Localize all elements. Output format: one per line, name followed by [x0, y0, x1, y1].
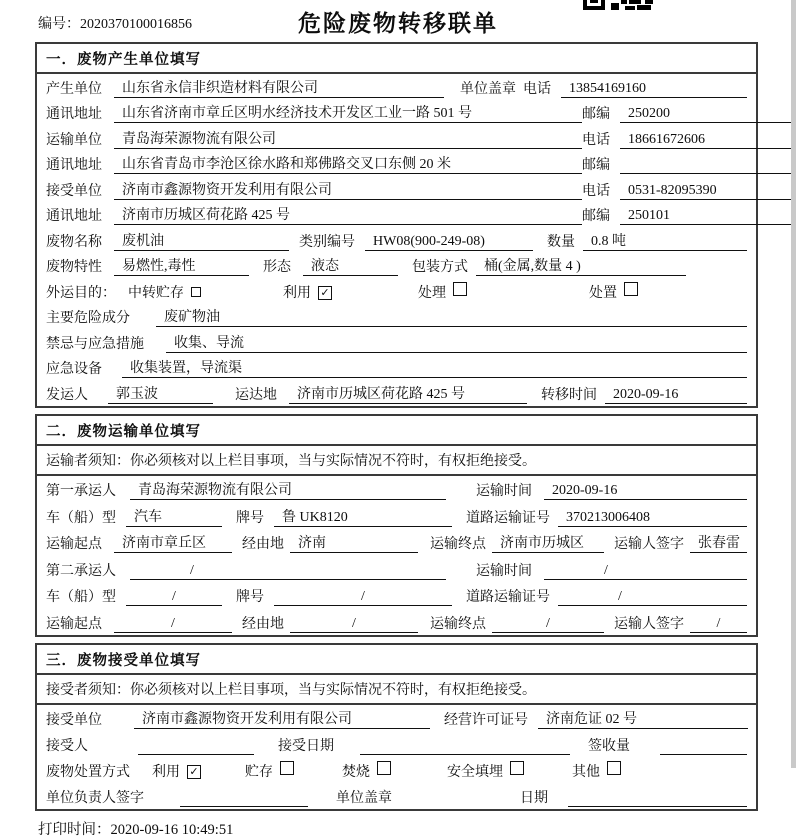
vehicle1-plate-value: 鲁 UK8120 [274, 506, 452, 527]
unit-seal-label: 单位盖章 [460, 81, 516, 97]
responsible-sign-label: 单位负责人签字 [46, 790, 144, 806]
receipt-amount-label: 签收量 [588, 738, 630, 754]
transporter-phone-label: 电话 [582, 132, 610, 148]
route1-via-label: 经由地 [242, 537, 284, 552]
page-scrollbar[interactable] [791, 0, 796, 768]
waste-name-label: 废物名称 [46, 234, 102, 250]
receiver-zip-label: 邮编 [582, 209, 610, 224]
waste-name-row [37, 227, 756, 253]
section-transport [35, 414, 758, 637]
transporter-address-label: 通讯地址 [46, 158, 102, 173]
receiver-address-label: 通讯地址 [46, 209, 102, 224]
receive-unit-label: 接受单位 [46, 712, 102, 728]
vehicle2-plate-label: 牌号 [236, 590, 264, 605]
purpose-option-dispose: 处置 [589, 282, 638, 302]
disposal-option-incinerate: 焚烧 [342, 761, 391, 781]
emergency-measures-row [37, 329, 756, 355]
carrier1-time-label: 运输时间 [476, 484, 532, 499]
destination-value: 济南市历城区荷花路 425 号 [289, 383, 527, 404]
route1-sign-value: 张春雷 [690, 532, 747, 553]
utilize-checkbox: ✓ [318, 286, 332, 300]
producer-label: 产生单位 [46, 81, 102, 97]
print-time-line [38, 818, 796, 839]
receive-unit-row [37, 705, 756, 731]
section-transport-title: 二．废物运输单位填写 [37, 416, 756, 446]
route2-via-label: 经由地 [242, 616, 284, 632]
serial-label: 编号： [38, 17, 80, 32]
operation-license-label: 经营许可证号 [444, 712, 528, 728]
operation-license-value: 济南危证 02 号 [538, 708, 748, 729]
transfer-time-label: 转移时间 [541, 387, 597, 403]
vehicle2-type-label: 车（船）型 [46, 590, 116, 605]
receiver-value: 济南市鑫源物资开发利用有限公司 [114, 179, 582, 200]
transporter-row [37, 125, 756, 151]
dispatcher-label: 发运人 [46, 387, 88, 403]
producer-address-label: 通讯地址 [46, 107, 102, 122]
disposal-utilize-checkbox: ✓ [187, 765, 201, 779]
carrier2-time-label: 运输时间 [476, 563, 532, 579]
route1-sign-label: 运输人签字 [614, 537, 684, 552]
qr-code-fragment [575, 0, 655, 11]
receive-notice: 接受者须知：你必须核对以上栏目事项，当与实际情况不符时，有权拒绝接受。 [37, 675, 756, 705]
transfer-storage-checkbox [191, 287, 201, 297]
destination-label: 运达地 [235, 387, 277, 403]
route2-end-label: 运输终点 [430, 616, 486, 632]
route1-end-label: 运输终点 [430, 537, 486, 552]
waste-traits-label: 废物特性 [46, 260, 102, 275]
producer-row [37, 74, 756, 100]
accept-date-value [360, 754, 570, 755]
hazard-label: 主要危险成分 [46, 311, 130, 326]
waste-name-value: 废机油 [114, 230, 289, 251]
producer-address-row [37, 100, 756, 126]
purpose-option-utilize: 利用 ✓ [283, 282, 332, 302]
carrier1-value: 青岛海荣源物流有限公司 [130, 479, 446, 500]
vehicle1-type-label: 车（船）型 [46, 510, 116, 526]
waste-category-label: 类别编号 [299, 234, 355, 250]
accept-date-label: 接受日期 [278, 738, 334, 754]
vehicle2-plate-value: / [274, 589, 452, 606]
serial-number-line [38, 13, 192, 33]
transporter-zip-label: 邮编 [582, 158, 610, 173]
print-time-value: 2020-09-16 10:49:51 [110, 821, 234, 838]
route2-sign-value: / [690, 616, 747, 633]
vehicle2-type-value: / [126, 589, 222, 606]
hazard-value: 废矿物油 [156, 306, 747, 327]
vehicle1-license-label: 道路运输证号 [466, 510, 550, 526]
producer-value: 山东省永信非织造材料有限公司 [114, 77, 444, 98]
route1-start-value: 济南市章丘区 [114, 532, 232, 553]
route2-via-value: / [290, 616, 418, 633]
signoff-row [37, 783, 756, 809]
transporter-label: 运输单位 [46, 132, 102, 148]
purpose-label: 外运目的： [46, 285, 116, 301]
signoff-date-value [568, 806, 747, 807]
serial-value: 2020370100016856 [80, 17, 192, 32]
waste-form-value: 液态 [303, 255, 398, 276]
purpose-row [37, 278, 756, 304]
waste-quantity-value: 0.8 吨 [583, 230, 747, 251]
treat-checkbox [453, 282, 467, 296]
receiver-row [37, 176, 756, 202]
route2-end-value: / [492, 616, 604, 633]
vehicle2-license-label: 道路运输证号 [466, 590, 550, 605]
receipt-amount-value [660, 754, 747, 755]
receiver-phone-value: 0531-82095390 [620, 183, 796, 200]
transporter-address-row [37, 151, 756, 177]
carrier2-label: 第二承运人 [46, 563, 116, 579]
receive-seal-label: 单位盖章 [336, 790, 392, 806]
emergency-equipment-row [37, 355, 756, 381]
section-receive [35, 643, 758, 811]
route1-row [37, 529, 756, 556]
waste-category-value: HW08(900-249-08) [365, 234, 533, 251]
carrier2-time-value: / [544, 563, 747, 580]
vehicle1-license-value: 370213006408 [558, 510, 747, 527]
dispatch-row [37, 380, 756, 406]
transfer-time-value: 2020-09-16 [605, 387, 747, 404]
receiver-address-value: 济南市历城区荷花路 425 号 [114, 204, 582, 225]
carrier1-time-value: 2020-09-16 [544, 483, 747, 500]
waste-traits-row [37, 253, 756, 279]
section-producer-title: 一．废物产生单位填写 [37, 44, 756, 74]
carrier2-value: / [130, 563, 446, 580]
receive-unit-value: 济南市鑫源物资开发利用有限公司 [134, 708, 430, 729]
route1-end-value: 济南市历城区 [492, 532, 604, 553]
hazard-row [37, 304, 756, 330]
accept-person-label: 接受人 [46, 738, 88, 754]
accept-person-value [138, 754, 254, 755]
route2-start-label: 运输起点 [46, 616, 102, 632]
route2-start-value: / [114, 616, 232, 633]
vehicle2-license-value: / [558, 589, 747, 606]
print-time-label: 打印时间： [38, 821, 111, 838]
carrier2-row [37, 555, 756, 582]
route2-row [37, 608, 756, 635]
packing-value: 桶(金属,数量 4 ) [476, 255, 686, 276]
responsible-sign-value [180, 806, 308, 807]
producer-zip-value: 250200 [620, 106, 796, 123]
waste-quantity-label: 数量 [547, 234, 575, 250]
disposal-option-utilize: 利用 ✓ [152, 761, 201, 781]
carrier1-row [37, 476, 756, 503]
purpose-option-treat: 处理 [418, 282, 467, 302]
emergency-equipment-label: 应急设备 [46, 362, 102, 377]
emergency-equipment-value: 收集装置，导流渠 [122, 357, 747, 378]
receiver-label: 接受单位 [46, 183, 102, 199]
acceptance-row [37, 731, 756, 757]
emergency-measures-value: 收集、导流 [166, 332, 747, 353]
route1-via-value: 济南 [290, 532, 418, 553]
vehicle1-plate-label: 牌号 [236, 510, 264, 526]
page-title: 危险废物转移联单 [298, 10, 498, 36]
disposal-method-label: 废物处置方式 [46, 764, 130, 780]
signoff-date-label: 日期 [520, 790, 548, 806]
route1-start-label: 运输起点 [46, 537, 102, 552]
producer-zip-label: 邮编 [582, 107, 610, 122]
vehicle2-row [37, 582, 756, 609]
transporter-zip-value [620, 173, 796, 174]
disposal-option-store: 贮存 [245, 761, 294, 781]
route2-sign-label: 运输人签字 [614, 616, 684, 632]
receiver-address-row [37, 202, 756, 228]
dispose-checkbox [624, 282, 638, 296]
transporter-phone-value: 18661672606 [620, 132, 796, 149]
transporter-address-value: 山东省青岛市李沧区徐水路和郑佛路交叉口东侧 20 米 [114, 153, 582, 174]
purpose-option-transfer-storage: 中转贮存 [128, 282, 201, 302]
dispatcher-value: 郭玉波 [108, 383, 213, 404]
vehicle1-row [37, 502, 756, 529]
waste-traits-value: 易燃性,毒性 [114, 255, 249, 276]
waste-form-label: 形态 [263, 260, 291, 275]
carrier1-label: 第一承运人 [46, 484, 116, 499]
receiver-zip-value: 250101 [620, 208, 796, 225]
receiver-phone-label: 电话 [582, 183, 610, 199]
document-header [0, 0, 796, 42]
producer-phone-value: 13854169160 [561, 81, 747, 98]
disposal-option-landfill: 安全填埋 [447, 761, 524, 781]
producer-phone-label: 电话 [523, 81, 551, 97]
disposal-option-other: 其他 [572, 761, 621, 781]
transporter-value: 青岛海荣源物流有限公司 [114, 128, 582, 149]
emergency-measures-label: 禁忌与应急措施 [46, 336, 144, 352]
transport-notice: 运输者须知：你必须核对以上栏目事项，当与实际情况不符时，有权拒绝接受。 [37, 446, 756, 476]
disposal-method-row [37, 757, 756, 783]
producer-address-value: 山东省济南市章丘区明水经济技术开发区工业一路 501 号 [114, 102, 582, 123]
section-producer [35, 42, 758, 408]
vehicle1-type-value: 汽车 [126, 506, 222, 527]
section-receive-title: 三．废物接受单位填写 [37, 645, 756, 675]
packing-label: 包装方式 [412, 260, 468, 275]
